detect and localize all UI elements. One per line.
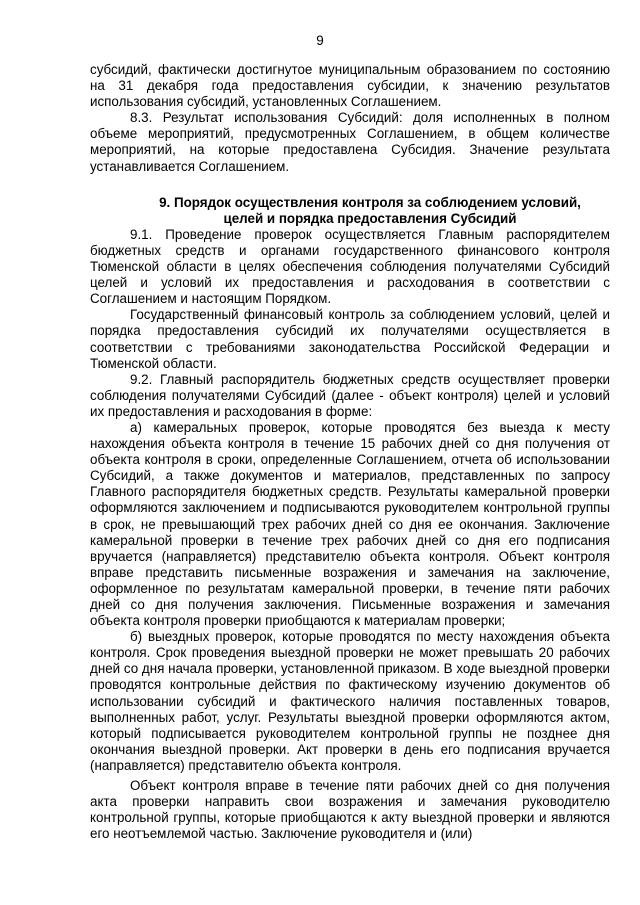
paragraph: субсидий, фактически достигнутое муниципальным образованием по состоянию на 31 декабря года предоставления субсидии, к значению результатов использования субсидий, установленных Соглашением. (90, 62, 610, 110)
paragraph: 9.1. Проведение проверок осуществляется Главным распорядителем бюджетных средств и органами государственного финансового контроля Тюменской области в целях обеспечения соблюдения получателями Субсидий целей и условий их предоставления и расходования в соответствии с Соглашением и настоящим Порядком. (90, 226, 610, 307)
paragraph: Государственный финансовый контроль за соблюдением условий, целей и порядка предоставления субсидий их получателями осуществляется в соответствии с требованиями законодательства Российской Федерации и Тюменской области. (90, 307, 610, 371)
paragraph: б) выездных проверок, которые проводятся по месту нахождения объекта контроля. Срок проведения выездной проверки не может превышать 20 рабочих дней со дня начала проверки, установленной приказом. В ходе выездной проверки проводятся контрольные действия по фактическому изучению документов об использовании субсидий и фактического наличия поставленных товаров, выполненных работ, услуг. Результаты выездной проверки оформляются актом, который подписывается руководителем контрольной группы не позднее дня окончания выездной проверки. Акт проверки в день его подписания вручается (направляется) представителю объекта контроля. (90, 629, 610, 773)
document-body (90, 62, 610, 842)
page-number: 9 (316, 33, 324, 48)
paragraph: 9.2. Главный распорядитель бюджетных средств осуществляет проверки соблюдения получателями Субсидий (далее - объект контроля) целей и условий их предоставления и расходования в форме: (90, 371, 610, 419)
paragraph: Объект контроля вправе в течение пяти рабочих дней со дня получения акта проверки направить свои возражения и замечания руководителю контрольной группы, которые приобщаются к акту выездной проверки и являются его неотъемлемой частью. Заключение руководителя и (или) (90, 778, 610, 842)
section-heading-line: 9. Порядок осуществления контроля за соблюдением условий, (159, 194, 581, 210)
section-heading-line: целей и порядка предоставления Субсидий (223, 210, 517, 226)
section-heading (90, 195, 610, 227)
paragraph: 8.3. Результат использования Субсидий: доля исполненных в полном объеме мероприятий, предусмотренных Соглашением, в общем количестве мероприятий, на которые предоставлена Субсидия. Значение результата устанавливается Соглашением. (90, 110, 610, 174)
paragraph: а) камеральных проверок, которые проводятся без выезда к месту нахождения объекта контроля в течение 15 рабочих дней со дня получения от объекта контроля в сроки, определенные Соглашением, отчета об использовании Субсидий, а также документов и материалов, представленных по запросу Главного распорядителя бюджетных средств. Результаты камеральной проверки оформляются заключением и подписываются руководителем контрольной группы в срок, не превышающий трех рабочих дней со дня ее окончания. Заключение камеральной проверки в течение трех рабочих дней со дня его подписания вручается (направляется) представителю объекта контроля. Объект контроля вправе представить письменные возражения и замечания на заключение, оформленное по результатам камеральной проверки, в течение пяти рабочих дней со дня получения заключения. Письменные возражения и замечания объекта контроля проверки приобщаются к материалам проверки; (90, 419, 610, 629)
